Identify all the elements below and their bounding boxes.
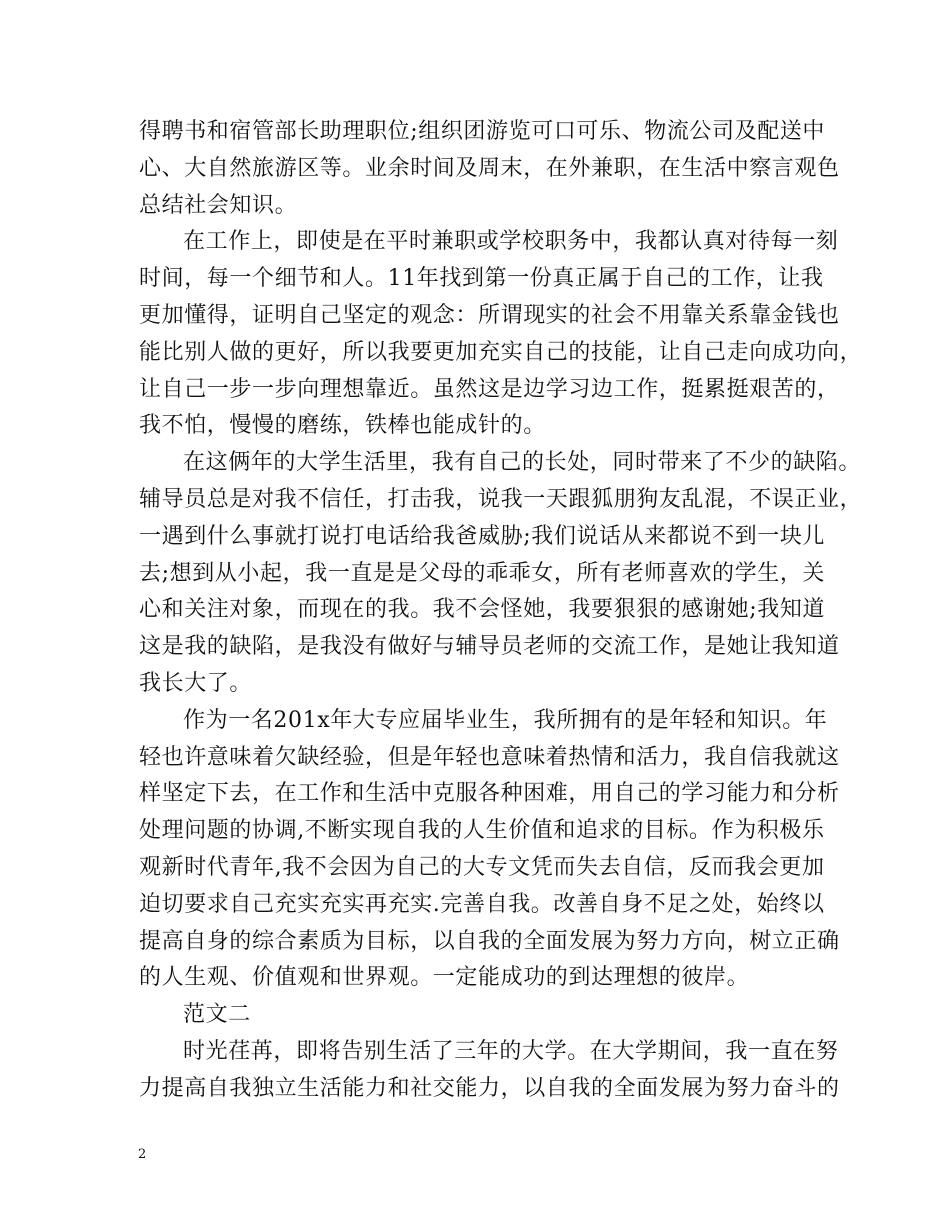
text-line: 总结社会知识。 xyxy=(139,192,298,218)
text-line: 更加懂得，证明自己坚定的观念：所谓现实的社会不用靠关系靠金钱也 xyxy=(139,302,840,328)
text-line: 处理问题的协调,不断实现自我的人生价值和追求的目标。作为积极乐 xyxy=(139,818,825,844)
text-line: 我不怕，慢慢的磨练，铁棒也能成针的。 xyxy=(139,413,546,439)
text-line: 我长大了。 xyxy=(139,670,253,696)
text-line: 一遇到什么事就打说打电话给我爸威胁;我们说话从来都说不到一块儿 xyxy=(139,523,826,549)
text-line: 时光荏苒，即将告别生活了三年的大学。在大学期间，我一直在努 xyxy=(183,1038,839,1064)
text-line: 范文二 xyxy=(183,1002,251,1028)
text-line: 提高自身的综合素质为目标，以自我的全面发展为努力方向，树立正确 xyxy=(139,928,840,954)
text-line: 的人生观、价值观和世界观。一定能成功的到达理想的彼岸。 xyxy=(139,965,750,991)
text-line: 轻也许意味着欠缺经验，但是年轻也意味着热情和活力，我自信我就这 xyxy=(139,744,840,770)
text-line: 样坚定下去，在工作和生活中克服各种困难，用自己的学习能力和分析 xyxy=(139,781,840,807)
text-line: 能比别人做的更好，所以我要更加充实自己的技能，让自己走向成功向， xyxy=(139,339,863,365)
text-line: 这是我的缺陷，是我没有做好与辅导员老师的交流工作，是她让我知道 xyxy=(139,634,840,660)
page-number: 2 xyxy=(138,1147,147,1162)
text-line: 观新时代青年,我不会因为自己的大专文凭而失去自信，反而我会更加 xyxy=(139,854,825,880)
text-line: 去;想到从小起，我一直是是父母的乖乖女，所有老师喜欢的学生，关 xyxy=(139,560,826,586)
text-line: 得聘书和宿管部长助理职位;组织团游览可口可乐、物流公司及配送中 xyxy=(139,119,826,144)
text-line: 力提高自我独立生活能力和社交能力，以自我的全面发展为努力奋斗的 xyxy=(139,1075,840,1101)
text-line: 在这俩年的大学生活里，我有自己的长处，同时带来了不少的缺陷。 xyxy=(183,450,862,476)
text-line: 时间，每一个细节和人。11年找到第一份真正属于自己的工作，让我 xyxy=(139,266,824,292)
text-line: 在工作上，即使是在平时兼职或学校职务中，我都认真对待每一刻 xyxy=(183,229,839,255)
text-line: 辅导员总是对我不信任，打击我，说我一天跟狐朋狗友乱混，不误正业， xyxy=(139,486,863,512)
text-line: 作为一名201x年大专应届毕业生，我所拥有的是年轻和知识。年 xyxy=(183,707,828,733)
body-text xyxy=(139,114,863,1108)
text-line: 心、大自然旅游区等。业余时间及周末，在外兼职，在生活中察言观色 xyxy=(139,155,840,181)
text-line: 让自己一步一步向理想靠近。虽然这是边学习边工作，挺累挺艰苦的， xyxy=(139,376,840,402)
text-line: 迫切要求自己充实充实再充实.完善自我。改善自身不足之处，始终以 xyxy=(139,891,825,917)
text-line: 心和关注对象，而现在的我。我不会怪她，我要狠狠的感谢她;我知道 xyxy=(139,597,826,623)
